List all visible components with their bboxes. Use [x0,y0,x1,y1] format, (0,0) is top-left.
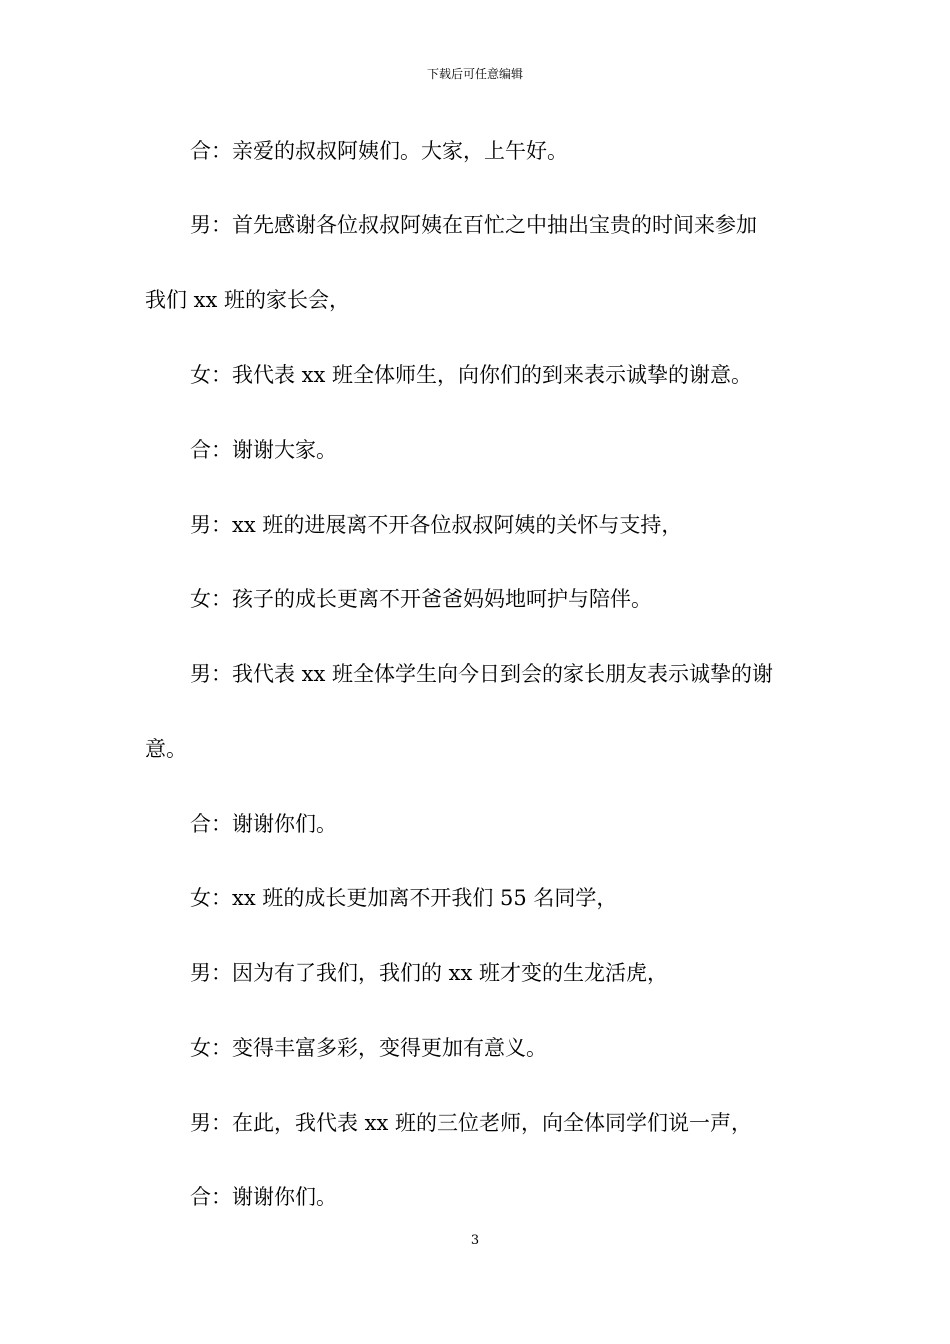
dialogue-line-continuation: 意。 [145,737,187,761]
dialogue-line: 男：在此，我代表 xx 班的三位老师，向全体同学们说一声， [190,1111,753,1135]
dialogue-line: 男：因为有了我们，我们的 xx 班才变的生龙活虎， [190,961,669,985]
dialogue-line: 合：谢谢你们。 [190,1185,337,1209]
page-header: 下载后可任意编辑 [426,67,523,81]
dialogue-line: 男：xx 班的进展离不开各位叔叔阿姨的关怀与支持， [190,513,683,537]
dialogue-line: 合：亲爱的叔叔阿姨们。大家，上午好。 [190,139,568,163]
dialogue-line-continuation: 我们 xx 班的家长会， [145,288,351,312]
dialogue-line: 女：变得丰富多彩，变得更加有意义。 [190,1036,547,1060]
dialogue-line: 女：孩子的成长更离不开爸爸妈妈地呵护与陪伴。 [190,587,652,611]
page-number: 3 [470,1233,480,1248]
dialogue-line: 女：xx 班的成长更加离不开我们 55 名同学， [190,886,618,910]
dialogue-line: 合：谢谢你们。 [190,812,337,836]
dialogue-line: 女：我代表 xx 班全体师生，向你们的到来表示诚挚的谢意。 [190,363,753,387]
dialogue-line: 男：首先感谢各位叔叔阿姨在百忙之中抽出宝贵的时间来参加 [190,213,757,237]
dialogue-line: 合：谢谢大家。 [190,438,337,462]
dialogue-line: 男：我代表 xx 班全体学生向今日到会的家长朋友表示诚挚的谢 [190,662,774,686]
